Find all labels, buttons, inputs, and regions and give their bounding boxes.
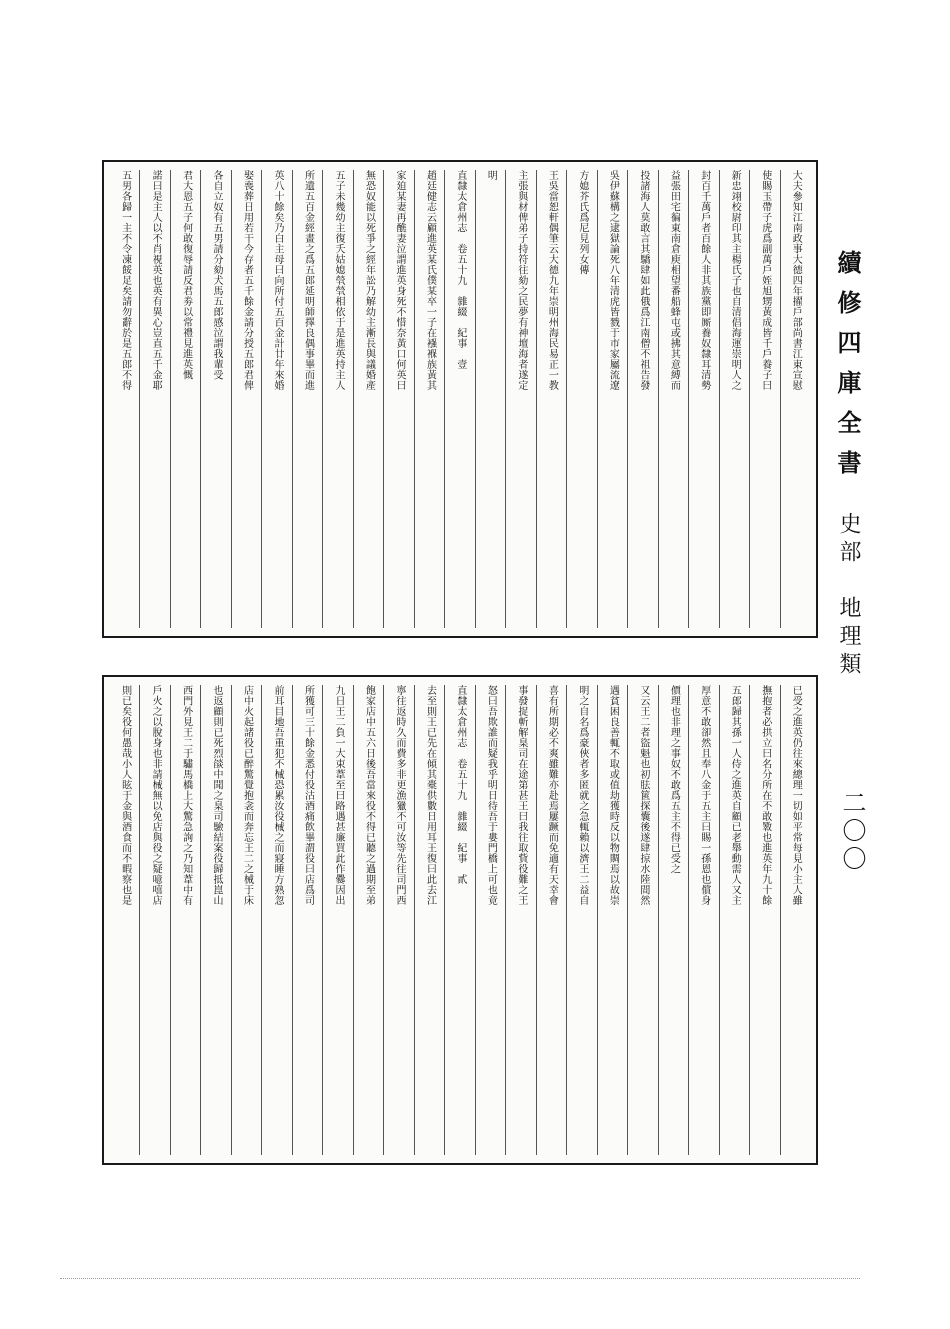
- column-text: 明: [485, 170, 497, 181]
- column-text: 所獲可三十餘金悉付役沽酒痛飲畢謂役曰店爲司: [302, 685, 314, 906]
- column-text: 西門外見王二于驌馬橋上大驚急詢之乃知葦中有: [180, 685, 192, 906]
- column-text: 大夫參知江南政事大德四年擢戶部尚書江東宣慰: [790, 170, 802, 391]
- text-column: [414, 685, 444, 1155]
- bottom-columns: [110, 685, 810, 1155]
- text-column: [780, 685, 810, 1155]
- text-column: [536, 170, 566, 628]
- scan-edge-line: [60, 1278, 860, 1280]
- column-text: 吳伊蘇構之逮獄論死八年清虎皆戮于市家屬流遼: [607, 170, 619, 391]
- column-text: 英八十餘矣乃白主母曰向所付五百金計廿年來婚: [272, 170, 284, 391]
- text-column: [597, 170, 627, 628]
- column-text: 使賜玉帶子虎爲副萬戶姪旭甥黃成皆千戶養子曰: [759, 170, 771, 391]
- text-column: [110, 170, 139, 628]
- top-page-panel: [102, 160, 818, 638]
- column-text: 家廹某妻再醮妻泣謂進英身死不惜奈黃口何英曰: [393, 170, 405, 391]
- text-column: [110, 685, 139, 1155]
- text-column: [627, 685, 657, 1155]
- text-column: [780, 170, 810, 628]
- column-text: 王吳當恕軒偶筆云大德九年崇明州海民易正一教: [546, 170, 558, 391]
- column-text: 新忠翊校尉印其主楊氏子也自清倡海運崇明人之: [729, 170, 741, 391]
- text-column: [200, 685, 230, 1155]
- text-column: [566, 170, 596, 628]
- text-column: [353, 685, 383, 1155]
- column-text: 諾曰是主人以不肖視英也英有異心豈直五千金耶: [150, 170, 162, 391]
- column-text: 直隸太倉州志 卷五十九 雜綴 紀事 貳: [454, 685, 466, 885]
- column-text: 封百千萬戶者百餘人非其族黨即厮養奴隸耳清勢: [698, 170, 710, 391]
- text-column: [170, 170, 200, 628]
- text-column: [292, 170, 322, 628]
- column-text: 無恐奴能以死爭之經年訟乃解幼主漸長與議婚產: [363, 170, 375, 391]
- column-text: 遇貧困良善輒不取或值劫獲時反以物賙焉以故崇: [607, 685, 619, 906]
- column-text: 君大恩五子何敢復辱請反君劵以常禮見進英慨: [180, 170, 192, 380]
- column-text: 方媳芥氏爲尼見列女傳: [576, 170, 588, 275]
- column-text: 則已矣役何愚哉小人眩于金與酒食而不暇察也是: [119, 685, 131, 906]
- column-text: 又云王二者盜魁也初胠篋探囊後遂肆掠水陸間然: [637, 685, 649, 906]
- column-text: 九日王二負一大束葦至曰路遇甚廉買此作爨因出: [332, 685, 344, 906]
- column-text: 寧往返時久而費多非更漁獵不可汝等先往司門西: [393, 685, 405, 906]
- text-column: [688, 170, 718, 628]
- text-column: [627, 170, 657, 628]
- text-column: [505, 685, 535, 1155]
- text-column: [200, 170, 230, 628]
- text-column: [475, 170, 505, 628]
- text-column: [231, 170, 261, 628]
- margin-series-title: 續修四庫全書: [833, 250, 862, 490]
- column-text: 前耳目地吾重犯不械恐累汝役械之而寢睡方熟忽: [272, 685, 284, 906]
- column-text: 去至則王已先在傾其橐供數日用耳王復曰此去江: [424, 685, 436, 906]
- text-column: [688, 685, 718, 1155]
- text-column: [536, 685, 566, 1155]
- column-text: 娶喪葬日用若干今存者五千餘金請分授五郎君俾: [241, 170, 253, 391]
- column-text: 五男各歸一主不令凍餒足矣請勿辭於是五郎不得: [119, 170, 131, 391]
- column-text: 所遺五百金經畫之爲五郎延明師擇良偶事畢而進: [302, 170, 314, 391]
- text-column: [383, 685, 413, 1155]
- text-column: [749, 685, 779, 1155]
- text-column: [261, 170, 291, 628]
- text-column: [505, 170, 535, 628]
- column-text: 價理也非理之事奴不敢爲五主不得已受之: [668, 685, 680, 874]
- column-text: 事發捉斬解臬司在途第甚王曰我往取貲役難之王: [515, 685, 527, 906]
- column-text: 戶火之以脫身也非請械無以免店與役之疑噫嘻店: [150, 685, 162, 906]
- column-text: 五子未幾幼主復夭姑媳煢煢相依于是進英持主人: [332, 170, 344, 391]
- text-column: [383, 170, 413, 628]
- column-text: 趙廷健志云顧進英某氏僕某卒一子在襁褓族黃其: [424, 170, 436, 391]
- margin-section: 史部 地理類: [836, 512, 861, 680]
- text-column: [322, 685, 352, 1155]
- column-text: 怒曰吾欺誰而疑我乎明日待吾于婁門橋上可也竟: [485, 685, 497, 906]
- column-text: 飽家店中五六日後吾當來役不得已聽之過期至弟: [363, 685, 375, 906]
- top-columns: [110, 170, 810, 628]
- column-text: 明之自名爲豪俠者多匿就之急輒賴以濟王二益自: [576, 685, 588, 906]
- text-column: [749, 170, 779, 628]
- text-column: [170, 685, 200, 1155]
- text-column: [658, 685, 688, 1155]
- text-column: [261, 685, 291, 1155]
- text-column: [444, 685, 474, 1155]
- text-column: [597, 685, 627, 1155]
- text-column: [292, 685, 322, 1155]
- column-text: 也返顧則已死烈燄中聞之臬司驗結案役歸抵崑山: [211, 685, 223, 906]
- text-column: [322, 170, 352, 628]
- text-column: [658, 170, 688, 628]
- bottom-page-panel: [102, 675, 818, 1165]
- text-column: [566, 685, 596, 1155]
- column-text: 主張與材俾弟子持符往劾之民夢有神壇海者遂定: [515, 170, 527, 391]
- column-text: 撫抱者必拱立曰名分所在不敢斁也進英年九十餘: [759, 685, 771, 906]
- column-text: 五郎歸其孫一人侍之進英自顧已老舉動需人又主: [729, 685, 741, 906]
- text-column: [353, 170, 383, 628]
- column-text: 各自立奴有五男請分劾犬馬五郎感泣謂我輩受: [211, 170, 223, 380]
- text-column: [139, 170, 169, 628]
- column-text: 直隸太倉州志 卷五十九 雜綴 紀事 壹: [454, 170, 466, 370]
- column-text: 店中火起諸役已醉驚覺抱衾而奔忘王二之械于床: [241, 685, 253, 906]
- text-column: [231, 685, 261, 1155]
- column-text: 已受之進英仍往來總理一切如平常每見小主人雖: [790, 685, 802, 906]
- text-column: [414, 170, 444, 628]
- column-text: 厚意不敢卻然且奉八金于五主曰賜一孫恩也償身: [698, 685, 710, 906]
- column-text: 益張田宅徧東南倉庾相望番船蜂屯或拂其意縛而: [668, 170, 680, 391]
- text-column: [475, 685, 505, 1155]
- text-column: [444, 170, 474, 628]
- text-column: [719, 685, 749, 1155]
- text-column: [139, 685, 169, 1155]
- text-column: [719, 170, 749, 628]
- page-number: 二〇〇: [838, 790, 866, 874]
- column-text: 喜有所期必不爽雖難亦赴焉屢蹶而免適有天幸會: [546, 685, 558, 906]
- column-text: 投諸海人莫敢言其驕肆如此俄爲江南僧不祖告發: [637, 170, 649, 391]
